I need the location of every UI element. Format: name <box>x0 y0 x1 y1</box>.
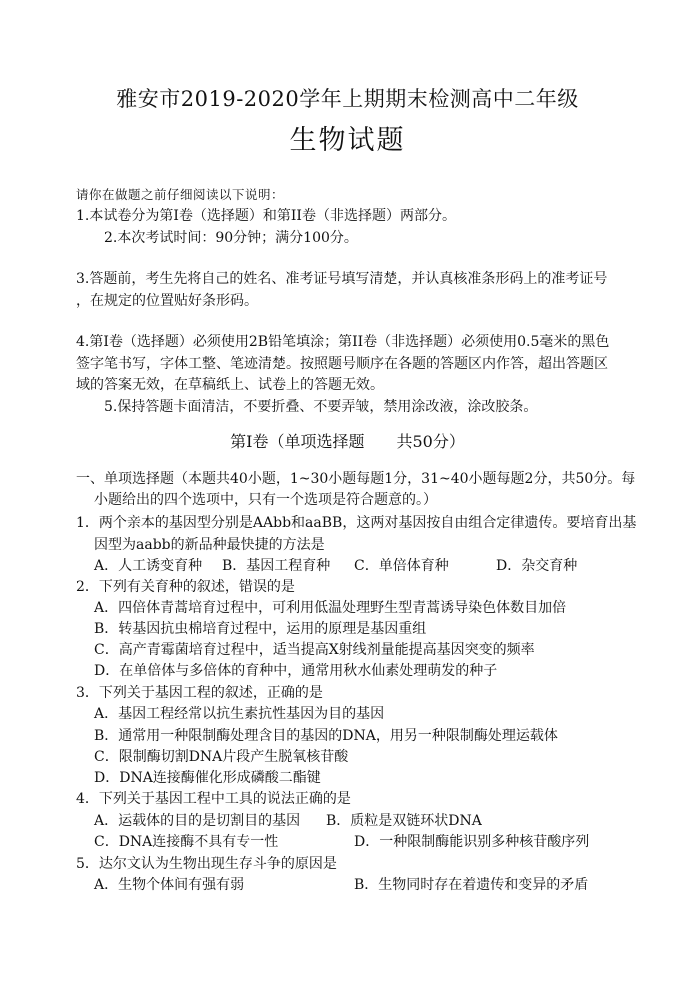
question-1-stem-line-1: 1．两个亲本的基因型分别是AAbb和aaBB，这两对基因按自由组合定律遗传。要培育出基 <box>76 515 637 531</box>
question-3-option-a: A．基因工程经常以抗生素抗性基因为目的基因 <box>94 706 385 722</box>
question-3-option-c: C．限制酶切割DNA片段产生脱氧核苷酸 <box>94 749 349 765</box>
section-header-line-2: 小题给出的四个选项中，只有一个选项是符合题意的。） <box>94 492 437 508</box>
instruction-item-2: 2.本次考试时间：90分钟；满分100分。 <box>104 230 358 246</box>
question-4-option-c: C．DNA连接酶不具有专一性 <box>94 834 279 850</box>
instruction-item-3-line-1: 3.答题前，考生先将自己的姓名、准考证号填写清楚，并认真核准条形码上的准考证号 <box>76 271 608 287</box>
exam-title: 雅安市2019-2020学年上期期末检测高中二年级 <box>116 87 579 111</box>
subject-title: 生物试题 <box>289 125 406 156</box>
instruction-item-4-line-1: 4.第I卷（选择题）必须使用2B铅笔填涂；第II卷（非选择题）必须使用0.5毫米的黑色 <box>76 334 610 350</box>
question-3-option-d: D．DNA连接酶催化形成磷酸二酯键 <box>94 770 321 786</box>
instruction-item-5: 5.保持答题卡面清洁，不要折叠、不要弄皱，禁用涂改液，涂改胶条。 <box>104 399 538 415</box>
question-2-option-d: D．在单倍体与多倍体的育种中，通常用秋水仙素处理萌发的种子 <box>94 663 498 679</box>
instructions-notice: 请你在做题之前仔细阅读以下说明： <box>76 187 285 202</box>
question-3-stem: 3．下列关于基因工程的叙述，正确的是 <box>76 685 323 701</box>
question-4-option-a: A．运载体的目的是切割目的基因 <box>94 813 301 829</box>
question-4-option-b: B．质粒是双链环状DNA <box>326 813 482 829</box>
question-3-option-b: B．通常用一种限制酶处理含目的基因的DNA，用另一种限制酶处理运载体 <box>94 728 558 744</box>
question-2-option-b: B．转基因抗虫棉培育过程中，运用的原理是基因重组 <box>94 621 427 637</box>
question-1-option-d: D．杂交育种 <box>496 558 578 574</box>
question-5-stem: 5．达尔文认为生物出现生存斗争的原因是 <box>76 856 337 872</box>
instruction-item-3-line-2: ，在规定的位置贴好条形码。 <box>76 293 258 309</box>
question-1-stem-line-2: 因型为aabb的新品种最快捷的方法是 <box>94 537 325 553</box>
question-1-option-a: A．人工诱变育种 <box>94 558 203 574</box>
question-4-option-d: D．一种限制酶能识别多种核苷酸序列 <box>354 834 590 850</box>
question-5-option-b: B．生物同时存在着遗传和变异的矛盾 <box>354 877 589 893</box>
section-header-line-1: 一、单项选择题（本题共40小题，1~30小题每题1分，31~40小题每题2分，共50分。每 <box>76 471 636 487</box>
question-2-stem: 2．下列有关育种的叙述，错误的是 <box>76 579 295 595</box>
question-5-option-a: A．生物个体间有强有弱 <box>94 877 245 893</box>
instruction-item-4-line-2: 签字笔书写，字体工整、笔迹清楚。按照题号顺序在各题的答题区内作答，超出答题区 <box>76 356 608 372</box>
instruction-item-1: 1.本试卷分为第I卷（选择题）和第II卷（非选择题）两部分。 <box>76 208 456 224</box>
question-1-option-c: C．单倍体育种 <box>354 558 449 574</box>
question-2-option-a: A．四倍体青蒿培育过程中，可利用低温处理野生型青蒿诱导染色体数目加倍 <box>94 600 567 616</box>
question-4-stem: 4．下列关于基因工程中工具的说法正确的是 <box>76 791 351 807</box>
part-1-title: 第I卷（单项选择题 共50分） <box>230 432 465 451</box>
question-1-option-b: B．基因工程育种 <box>222 558 331 574</box>
instruction-item-4-line-3: 域的答案无效，在草稿纸上、试卷上的答题无效。 <box>76 377 384 393</box>
question-2-option-c: C．高产青霉菌培育过程中，适当提高X射线剂量能提高基因突变的频率 <box>94 642 535 658</box>
